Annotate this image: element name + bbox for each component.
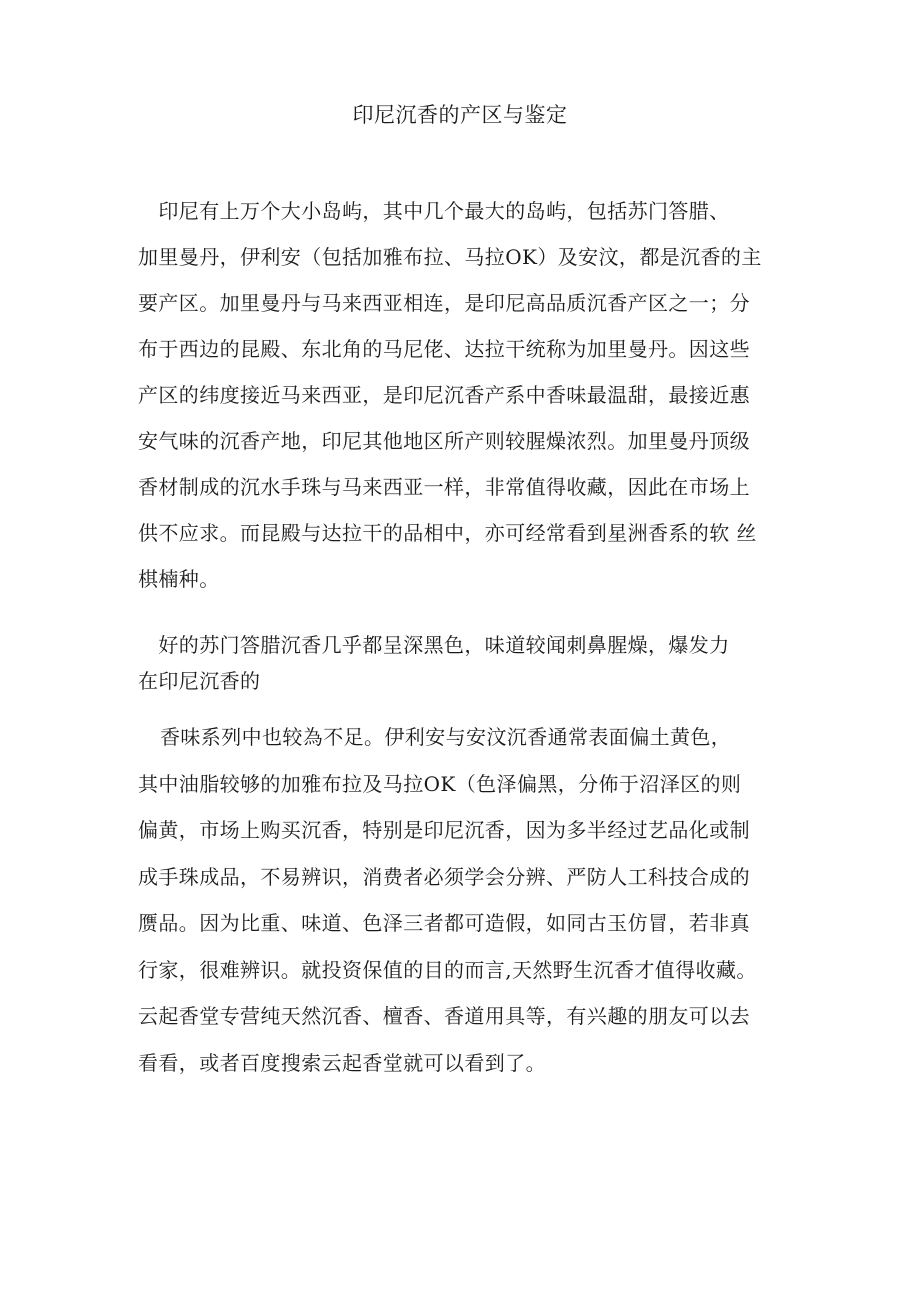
paragraph-line: 在印尼沉香的 bbox=[138, 669, 261, 693]
paragraph-line: 加里曼丹，伊利安（包括加雅布拉、马拉OK）及安汶，都是沉香的主 bbox=[138, 245, 762, 269]
paragraph-line: 要产区。加里曼丹与马来西亚相连，是印尼高品质沉香产区之一；分 bbox=[138, 291, 750, 315]
paragraph-line: 云起香堂专营纯天然沉香、檀香、香道用具等，有兴趣的朋友可以去 bbox=[138, 1004, 750, 1028]
paragraph-line: 布于西边的昆殿、东北角的马尼佬、达拉干统称为加里曼丹。因这些 bbox=[138, 337, 750, 361]
paragraph-line: 香味系列中也较為不足。伊利安与安汶沉香通常表面偏土黄色， bbox=[160, 725, 732, 749]
paragraph-line: 好的苏门答腊沉香几乎都呈深黑色，味道较闻刺鼻腥燥，爆发力 bbox=[138, 633, 730, 657]
document-title: 印尼沉香的产区与鉴定 bbox=[352, 103, 568, 127]
paragraph-line: 香材制成的沉水手珠与马来西亚一样，非常值得收藏，因此在市场上 bbox=[138, 475, 750, 499]
paragraph-line: 供不应求。而昆殿与达拉干的品相中，亦可经常看到星洲香系的软 丝 bbox=[138, 521, 757, 545]
paragraph-line: 看看，或者百度搜索云起香堂就可以看到了。 bbox=[138, 1051, 546, 1075]
paragraph-line: 其中油脂较够的加雅布拉及马拉OK（色泽偏黑，分佈于沼泽区的则 bbox=[138, 772, 742, 796]
paragraph-line: 安气味的沉香产地，印尼其他地区所产则较腥燥浓烈。加里曼丹顶级 bbox=[138, 429, 750, 453]
paragraph-line: 偏黄，市场上购买沉香，特别是印尼沉香，因为多半经过艺品化或制 bbox=[138, 818, 750, 842]
paragraph-line: 印尼有上万个大小岛屿，其中几个最大的岛屿，包括苏门答腊、 bbox=[138, 199, 730, 223]
paragraph-line: 赝品。因为比重、味道、色泽三者都可造假，如同古玉仿冒，若非真 bbox=[138, 911, 750, 935]
paragraph-line: 棋楠种。 bbox=[138, 567, 220, 591]
paragraph-line: 成手珠成品，不易辨识，消费者必须学会分辨、严防人工科技合成的 bbox=[138, 865, 750, 889]
paragraph-line: 行家，很难辨识。就投资保值的目的而言,天然野生沉香才值得收藏。 bbox=[138, 958, 757, 982]
paragraph-line: 产区的纬度接近马来西亚，是印尼沉香产系中香味最温甜，最接近惠 bbox=[138, 383, 750, 407]
